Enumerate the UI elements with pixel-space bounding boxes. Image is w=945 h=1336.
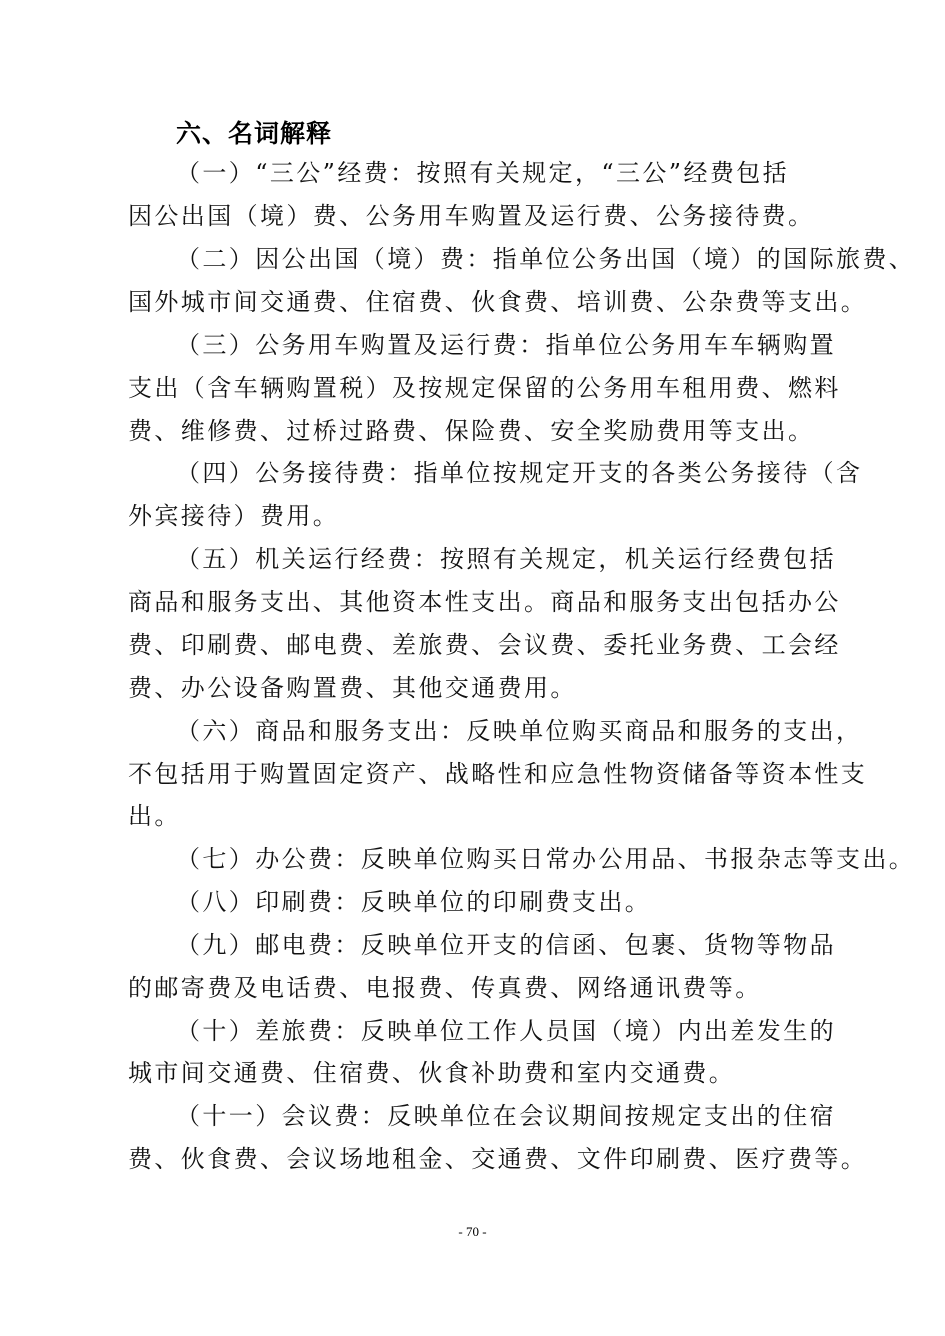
paragraph-line: （一）“三公”经费：按照有关规定，“三公”经费包括 [176, 159, 790, 187]
paragraph-line: （四）公务接待费：指单位按规定开支的各类公务接待（含 [176, 459, 863, 487]
paragraph-line: （十一）会议费：反映单位在会议期间按规定支出的住宿 [176, 1102, 836, 1130]
paragraph-line: 城市间交通费、住宿费、伙食补助费和室内交通费。 [128, 1059, 736, 1087]
paragraph-line: （五）机关运行经费：按照有关规定，机关运行经费包括 [176, 545, 836, 573]
paragraph-line: 费、伙食费、会议场地租金、交通费、文件印刷费、医疗费等。 [128, 1145, 868, 1173]
paragraph-line: 费、维修费、过桥过路费、保险费、安全奖励费用等支出。 [128, 417, 815, 445]
paragraph-line: （九）邮电费：反映单位开支的信函、包裹、货物等物品 [176, 931, 836, 959]
paragraph-line: 因公出国（境）费、公务用车购置及运行费、公务接待费。 [128, 202, 815, 230]
paragraph-line: （六）商品和服务支出：反映单位购买商品和服务的支出， [176, 717, 863, 745]
paragraph-line: 的邮寄费及电话费、电报费、传真费、网络通讯费等。 [128, 974, 762, 1002]
page-number: - 70 - [458, 1224, 487, 1239]
paragraph-line: 不包括用于购置固定资产、战略性和应急性物资储备等资本性支 [128, 760, 868, 788]
paragraph-line: 出。 [128, 802, 181, 830]
section-title: 六、名词解释 [176, 119, 333, 148]
paragraph-line: 外宾接待）费用。 [128, 502, 340, 530]
paragraph-line: 国外城市间交通费、住宿费、伙食费、培训费、公杂费等支出。 [128, 288, 868, 316]
paragraph-line: （二）因公出国（境）费：指单位公务出国（境）的国际旅费、 [176, 245, 916, 273]
paragraph-line: （七）办公费：反映单位购买日常办公用品、书报杂志等支出。 [176, 845, 916, 873]
paragraph-line: 费、办公设备购置费、其他交通费用。 [128, 674, 577, 702]
paragraph-line: 商品和服务支出、其他资本性支出。商品和服务支出包括办公 [128, 588, 841, 616]
paragraph-line: （十）差旅费：反映单位工作人员国（境）内出差发生的 [176, 1017, 836, 1045]
paragraph-line: （八）印刷费：反映单位的印刷费支出。 [176, 888, 652, 916]
paragraph-line: 支出（含车辆购置税）及按规定保留的公务用车租用费、燃料 [128, 374, 841, 402]
paragraph-line: 费、印刷费、邮电费、差旅费、会议费、委托业务费、工会经 [128, 631, 841, 659]
paragraph-line: （三）公务用车购置及运行费：指单位公务用车车辆购置 [176, 331, 836, 359]
